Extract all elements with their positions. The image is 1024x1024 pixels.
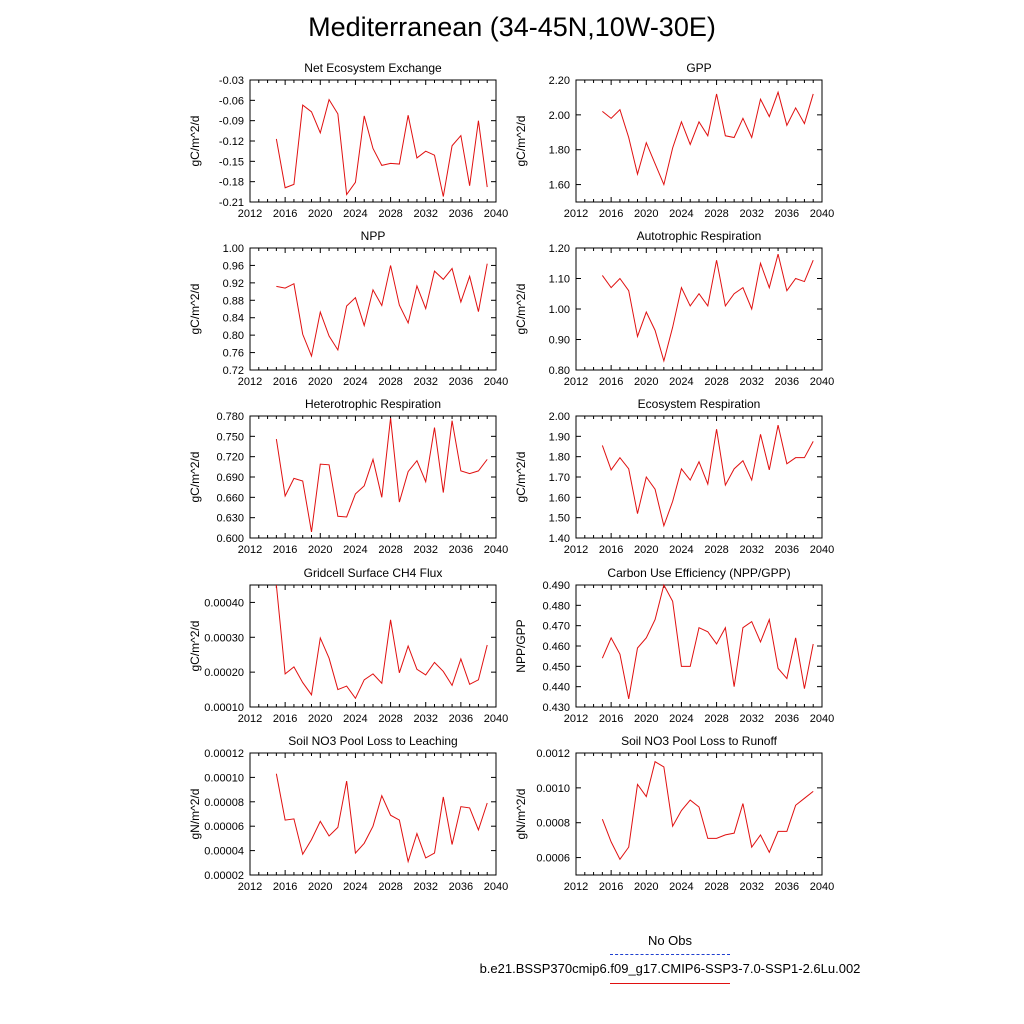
y-tick-label: 0.00004 bbox=[204, 845, 244, 858]
x-tick-label: 2028 bbox=[704, 713, 729, 725]
y-axis-label: gN/m^2/d bbox=[514, 788, 528, 840]
x-tick-label: 2036 bbox=[448, 376, 474, 388]
chart-carbon-use-efficiency-npp-gpp bbox=[514, 566, 834, 725]
chart-title: Ecosystem Respiration bbox=[637, 397, 761, 411]
y-tick-label: 0.84 bbox=[222, 312, 244, 325]
y-tick-label: 0.00010 bbox=[204, 702, 244, 714]
y-tick-label: 0.690 bbox=[216, 472, 244, 484]
x-tick-label: 2012 bbox=[237, 713, 263, 725]
x-tick-label: 2020 bbox=[634, 544, 659, 556]
x-tick-label: 2036 bbox=[448, 713, 474, 725]
chart-ecosystem-respiration bbox=[514, 397, 834, 556]
x-tick-label: 2036 bbox=[774, 881, 800, 893]
y-tick-label: 0.00008 bbox=[204, 796, 244, 809]
chart-title: Carbon Use Efficiency (NPP/GPP) bbox=[607, 566, 791, 580]
x-tick-label: 2024 bbox=[669, 376, 694, 388]
y-tick-label: 0.630 bbox=[216, 512, 244, 525]
x-tick-label: 2024 bbox=[343, 713, 368, 725]
x-tick-label: 2020 bbox=[634, 713, 659, 725]
x-tick-label: 2016 bbox=[598, 713, 624, 725]
x-tick-label: 2024 bbox=[669, 208, 694, 220]
plot-frame bbox=[250, 80, 496, 202]
x-tick-label: 2028 bbox=[378, 208, 403, 220]
series-line bbox=[276, 100, 487, 197]
y-tick-label: 0.00012 bbox=[204, 748, 244, 760]
x-tick-label: 2012 bbox=[237, 544, 263, 556]
chart-title: GPP bbox=[686, 61, 712, 75]
chart-title: Autotrophic Respiration bbox=[636, 229, 762, 243]
y-tick-label: 0.480 bbox=[542, 600, 570, 613]
x-tick-label: 2012 bbox=[563, 713, 589, 725]
y-tick-label: 1.00 bbox=[222, 243, 244, 255]
x-tick-label: 2024 bbox=[343, 208, 368, 220]
x-tick-label: 2040 bbox=[483, 544, 509, 556]
y-tick-label: 0.750 bbox=[216, 431, 244, 444]
chart-title: Net Ecosystem Exchange bbox=[304, 61, 442, 75]
x-tick-label: 2016 bbox=[272, 376, 298, 388]
y-tick-label: 1.60 bbox=[548, 179, 570, 192]
x-tick-label: 2024 bbox=[343, 544, 368, 556]
y-tick-label: 0.00010 bbox=[204, 772, 244, 785]
x-tick-label: 2028 bbox=[378, 376, 403, 388]
x-tick-label: 2032 bbox=[739, 544, 764, 556]
chart-soil-no3-pool-loss-to-leaching bbox=[188, 734, 508, 893]
chart-title: Soil NO3 Pool Loss to Leaching bbox=[288, 734, 458, 748]
y-tick-label: 0.80 bbox=[222, 330, 244, 343]
x-tick-label: 2020 bbox=[634, 208, 659, 220]
plot-frame bbox=[576, 248, 822, 370]
y-tick-label: 0.00002 bbox=[204, 870, 244, 882]
y-tick-label: -0.12 bbox=[218, 136, 244, 148]
y-tick-label: 0.450 bbox=[542, 661, 570, 674]
chart-title: Gridcell Surface CH4 Flux bbox=[303, 566, 443, 580]
x-tick-label: 2040 bbox=[483, 713, 509, 725]
chart-title: Soil NO3 Pool Loss to Runoff bbox=[621, 734, 777, 748]
x-tick-label: 2032 bbox=[413, 713, 438, 725]
plot-frame bbox=[576, 80, 822, 202]
chart-soil-no3-pool-loss-to-runoff bbox=[514, 734, 834, 893]
y-tick-label: 0.660 bbox=[216, 492, 244, 505]
y-tick-label: 0.600 bbox=[216, 533, 244, 545]
y-tick-label: 0.470 bbox=[542, 620, 570, 633]
x-tick-label: 2016 bbox=[272, 208, 298, 220]
series-line bbox=[276, 774, 487, 862]
series-line bbox=[602, 254, 813, 361]
x-tick-label: 2032 bbox=[739, 713, 764, 725]
y-axis-label: gC/m^2/d bbox=[188, 451, 202, 503]
y-tick-label: 0.490 bbox=[542, 580, 570, 592]
x-tick-label: 2016 bbox=[272, 713, 298, 725]
y-tick-label: -0.21 bbox=[218, 197, 244, 209]
x-tick-label: 2028 bbox=[378, 544, 403, 556]
x-tick-label: 2024 bbox=[669, 881, 694, 893]
x-tick-label: 2020 bbox=[634, 376, 659, 388]
y-tick-label: 0.0010 bbox=[536, 782, 570, 795]
x-tick-label: 2012 bbox=[563, 376, 589, 388]
x-tick-label: 2028 bbox=[704, 881, 729, 893]
plot-frame bbox=[576, 416, 822, 538]
x-tick-label: 2040 bbox=[809, 881, 835, 893]
x-tick-label: 2012 bbox=[237, 208, 263, 220]
y-tick-label: 1.80 bbox=[548, 144, 570, 157]
x-tick-label: 2032 bbox=[739, 376, 764, 388]
x-tick-label: 2020 bbox=[308, 713, 333, 725]
x-tick-label: 2028 bbox=[704, 544, 729, 556]
x-tick-label: 2028 bbox=[704, 208, 729, 220]
y-tick-label: 1.80 bbox=[548, 451, 570, 464]
x-tick-label: 2028 bbox=[378, 713, 403, 725]
x-tick-label: 2020 bbox=[308, 376, 333, 388]
y-tick-label: 0.0012 bbox=[536, 748, 570, 760]
x-tick-label: 2036 bbox=[448, 208, 474, 220]
x-tick-label: 2012 bbox=[563, 881, 589, 893]
x-tick-label: 2036 bbox=[774, 713, 800, 725]
x-tick-label: 2028 bbox=[704, 376, 729, 388]
y-tick-label: 0.72 bbox=[222, 365, 244, 377]
y-tick-label: 0.460 bbox=[542, 641, 570, 653]
chart-npp bbox=[188, 229, 508, 388]
x-tick-label: 2040 bbox=[809, 376, 835, 388]
series-line bbox=[276, 418, 487, 532]
legend-line-no-obs bbox=[610, 954, 730, 955]
y-tick-label: 0.88 bbox=[222, 295, 244, 308]
series-line bbox=[276, 585, 487, 698]
chart-heterotrophic-respiration bbox=[188, 397, 508, 556]
plot-frame bbox=[250, 585, 496, 707]
plot-frame bbox=[250, 248, 496, 370]
y-tick-label: 1.70 bbox=[548, 472, 570, 484]
x-tick-label: 2036 bbox=[448, 544, 474, 556]
y-tick-label: -0.15 bbox=[218, 156, 244, 169]
y-tick-label: -0.06 bbox=[218, 95, 244, 108]
y-tick-label: 0.0006 bbox=[536, 852, 570, 865]
x-tick-label: 2020 bbox=[308, 208, 333, 220]
plot-frame bbox=[576, 585, 822, 707]
y-tick-label: 0.92 bbox=[222, 277, 244, 290]
x-tick-label: 2032 bbox=[413, 881, 438, 893]
y-axis-label: gC/m^2/d bbox=[188, 115, 202, 167]
x-tick-label: 2032 bbox=[739, 208, 764, 220]
x-tick-label: 2016 bbox=[272, 881, 298, 893]
x-tick-label: 2040 bbox=[483, 376, 509, 388]
y-tick-label: 2.00 bbox=[548, 411, 570, 423]
x-tick-label: 2024 bbox=[669, 713, 694, 725]
x-tick-label: 2012 bbox=[237, 881, 263, 893]
x-tick-label: 2032 bbox=[413, 544, 438, 556]
y-tick-label: 0.90 bbox=[548, 334, 570, 347]
figure-title: Mediterranean (34-45N,10W-30E) bbox=[308, 12, 716, 42]
x-tick-label: 2040 bbox=[809, 544, 835, 556]
x-tick-label: 2020 bbox=[308, 881, 333, 893]
x-tick-label: 2020 bbox=[308, 544, 333, 556]
y-tick-label: 0.00020 bbox=[204, 667, 244, 680]
y-tick-label: 0.96 bbox=[222, 260, 244, 273]
x-tick-label: 2032 bbox=[413, 208, 438, 220]
chart-title: NPP bbox=[360, 229, 386, 243]
y-tick-label: 1.60 bbox=[548, 492, 570, 505]
y-tick-label: 0.0008 bbox=[536, 817, 570, 830]
chart-autotrophic-respiration bbox=[514, 229, 834, 388]
x-tick-label: 2036 bbox=[774, 544, 800, 556]
series-line bbox=[276, 264, 487, 356]
y-axis-label: gC/m^2/d bbox=[514, 115, 528, 167]
x-tick-label: 2016 bbox=[598, 544, 624, 556]
chart-gridcell-surface-ch4-flux bbox=[188, 566, 508, 725]
x-tick-label: 2032 bbox=[413, 376, 438, 388]
chart-net-ecosystem-exchange bbox=[188, 61, 508, 220]
y-tick-label: 2.20 bbox=[548, 75, 570, 87]
legend-line-case bbox=[610, 983, 730, 984]
x-tick-label: 2012 bbox=[563, 544, 589, 556]
plot-frame bbox=[576, 753, 822, 875]
x-tick-label: 2040 bbox=[483, 881, 509, 893]
series-line bbox=[602, 585, 813, 699]
x-tick-label: 2012 bbox=[563, 208, 589, 220]
y-axis-label: gC/m^2/d bbox=[188, 283, 202, 335]
x-tick-label: 2024 bbox=[669, 544, 694, 556]
x-tick-label: 2024 bbox=[343, 881, 368, 893]
y-tick-label: 2.00 bbox=[548, 109, 570, 122]
y-tick-label: 1.40 bbox=[548, 533, 570, 545]
x-tick-label: 2020 bbox=[634, 881, 659, 893]
plot-frame bbox=[250, 416, 496, 538]
x-tick-label: 2040 bbox=[809, 713, 835, 725]
y-tick-label: 0.76 bbox=[222, 347, 244, 360]
y-tick-label: 0.780 bbox=[216, 411, 244, 423]
x-tick-label: 2036 bbox=[774, 208, 800, 220]
y-axis-label: NPP/GPP bbox=[514, 619, 528, 673]
y-axis-label: gC/m^2/d bbox=[188, 620, 202, 672]
x-tick-label: 2036 bbox=[774, 376, 800, 388]
y-axis-label: gN/m^2/d bbox=[188, 788, 202, 840]
y-axis-label: gC/m^2/d bbox=[514, 283, 528, 335]
legend-label-case: b.e21.BSSP370cmip6.f09_g17.CMIP6-SSP3-7.0-SSP1-2.6Lu.002 bbox=[479, 961, 861, 976]
x-tick-label: 2016 bbox=[598, 881, 624, 893]
series-line bbox=[602, 92, 813, 184]
y-tick-label: 1.50 bbox=[548, 512, 570, 525]
legend-label-no-obs: No Obs bbox=[647, 933, 693, 948]
x-tick-label: 2028 bbox=[378, 881, 403, 893]
x-tick-label: 2012 bbox=[237, 376, 263, 388]
y-tick-label: 0.00030 bbox=[204, 632, 244, 645]
y-tick-label: 0.80 bbox=[548, 365, 570, 377]
y-tick-label: 0.440 bbox=[542, 681, 570, 694]
x-tick-label: 2040 bbox=[483, 208, 509, 220]
y-tick-label: 0.00006 bbox=[204, 821, 244, 834]
x-tick-label: 2040 bbox=[809, 208, 835, 220]
y-tick-label: 1.10 bbox=[548, 273, 570, 286]
chart-gpp bbox=[514, 61, 834, 220]
x-tick-label: 2016 bbox=[272, 544, 298, 556]
series-line bbox=[602, 425, 813, 526]
y-axis-label: gC/m^2/d bbox=[514, 451, 528, 503]
x-tick-label: 2016 bbox=[598, 376, 624, 388]
y-tick-label: 1.20 bbox=[548, 243, 570, 255]
y-tick-label: -0.18 bbox=[218, 176, 244, 189]
x-tick-label: 2016 bbox=[598, 208, 624, 220]
series-line bbox=[602, 762, 813, 860]
y-tick-label: 1.90 bbox=[548, 431, 570, 444]
y-tick-label: -0.09 bbox=[218, 115, 244, 128]
y-tick-label: 0.720 bbox=[216, 451, 244, 464]
y-tick-label: 0.00040 bbox=[204, 597, 244, 610]
x-tick-label: 2024 bbox=[343, 376, 368, 388]
chart-title: Heterotrophic Respiration bbox=[304, 397, 442, 411]
x-tick-label: 2036 bbox=[448, 881, 474, 893]
x-tick-label: 2032 bbox=[739, 881, 764, 893]
y-tick-label: 0.430 bbox=[542, 702, 570, 714]
y-tick-label: 1.00 bbox=[548, 304, 570, 316]
y-tick-label: -0.03 bbox=[218, 75, 244, 87]
